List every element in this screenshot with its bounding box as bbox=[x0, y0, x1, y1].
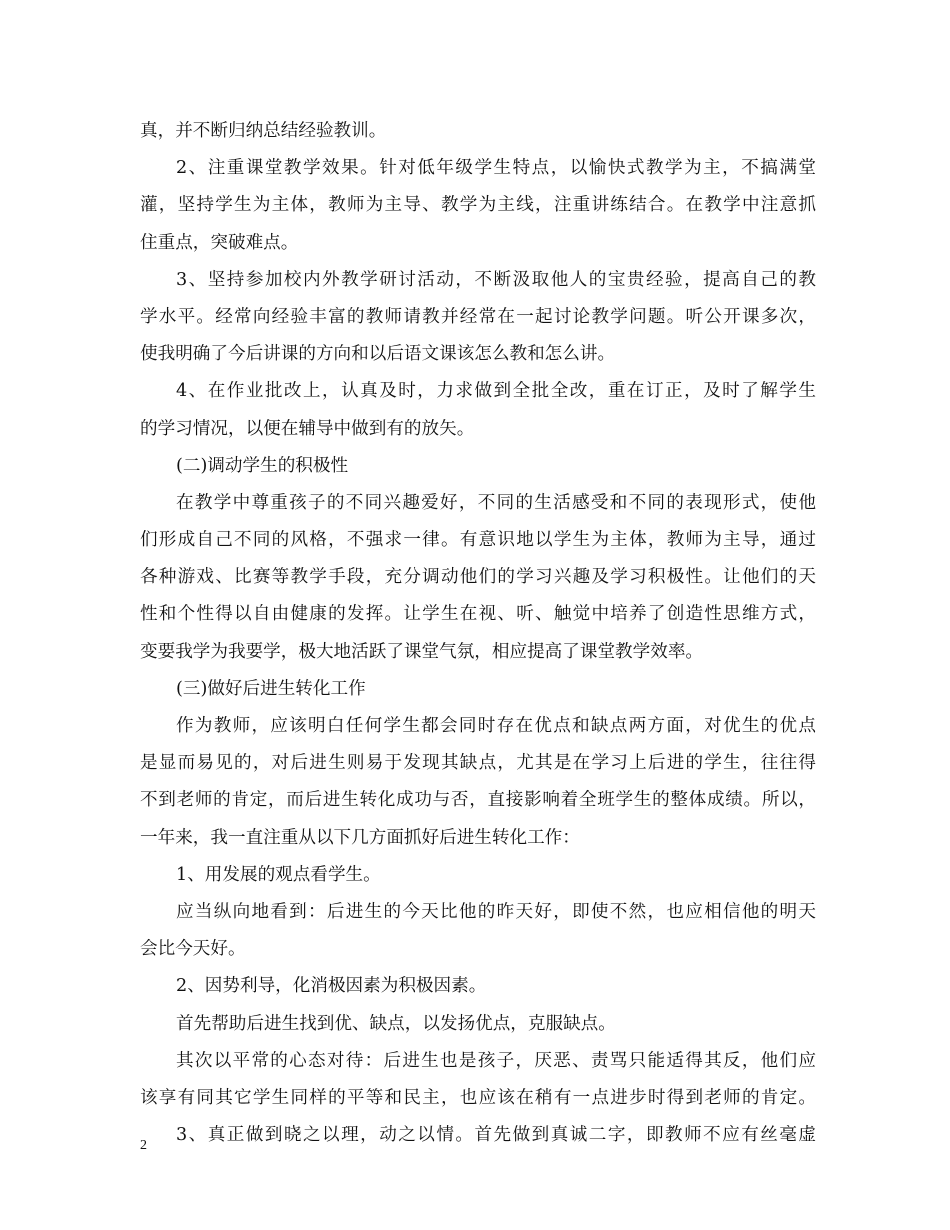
text-line: 应当纵向地看到：后进生的今天比他的昨天好，即使不然，也应相信他的明天 bbox=[176, 901, 816, 922]
text-line: 2、注重课堂教学效果。针对低年级学生特点，以愉快式教学为主，不搞满堂 bbox=[176, 158, 816, 179]
text-line: 一年来，我一直注重从以下几方面抓好后进生转化工作： bbox=[140, 827, 580, 848]
body-text bbox=[140, 113, 816, 1154]
text-line: 使我明确了今后讲课的方向和以后语文课该怎么教和怎么讲。 bbox=[140, 344, 616, 365]
page-number: 2 bbox=[140, 1138, 147, 1153]
text-line: (三)做好后进生转化工作 bbox=[176, 678, 366, 699]
text-line: 在教学中尊重孩子的不同兴趣爱好，不同的生活感受和不同的表现形式，使他 bbox=[176, 492, 816, 513]
text-line: 该享有同其它学生同样的平等和民主，也应该在稍有一点进步时得到老师的肯定。 bbox=[140, 1087, 816, 1108]
text-line: 各种游戏、比赛等教学手段，充分调动他们的学习兴趣及学习积极性。让他们的天 bbox=[140, 567, 816, 588]
text-line: 其次以平常的心态对待：后进生也是孩子，厌恶、责骂只能适得其反，他们应 bbox=[176, 1050, 816, 1071]
text-line: 的学习情况，以便在辅导中做到有的放矢。 bbox=[140, 418, 475, 439]
text-line: 真，并不断归纳总结经验教训。 bbox=[140, 121, 387, 141]
text-line: 首先帮助后进生找到优、缺点，以发扬优点，克服缺点。 bbox=[176, 1013, 616, 1034]
text-line: 不到老师的肯定，而后进生转化成功与否，直接影响着全班学生的整体成绩。所以， bbox=[140, 790, 816, 811]
text-line: 3、坚持参加校内外教学研讨活动，不断汲取他人的宝贵经验，提高自己的教 bbox=[176, 269, 816, 290]
text-line: 4、在作业批改上，认真及时，力求做到全批全改，重在订正，及时了解学生 bbox=[176, 381, 816, 402]
text-line: 学水平。经常向经验丰富的教师请教并经常在一起讨论教学问题。听公开课多次， bbox=[140, 306, 816, 327]
text-line: 住重点，突破难点。 bbox=[140, 232, 299, 253]
text-line: 3、真正做到晓之以理，动之以情。首先做到真诚二字，即教师不应有丝毫虚 bbox=[176, 1125, 816, 1146]
text-line: 变要我学为我要学，极大地活跃了课堂气氛，相应提高了课堂教学效率。 bbox=[140, 641, 704, 662]
text-line: 1、用发展的观点看学生。 bbox=[176, 864, 381, 885]
text-line: 会比今天好。 bbox=[140, 939, 246, 960]
text-line: (二)调动学生的积极性 bbox=[176, 455, 349, 476]
text-line: 是显而易见的，对后进生则易于发现其缺点，尤其是在学习上后进的学生，往往得 bbox=[140, 753, 816, 774]
text-line: 们形成自己不同的风格，不强求一律。有意识地以学生为主体，教师为主导，通过 bbox=[140, 530, 816, 551]
text-line: 性和个性得以自由健康的发挥。让学生在视、听、触觉中培养了创造性思维方式， bbox=[140, 604, 816, 625]
text-line: 2、因势利导，化消极因素为积极因素。 bbox=[176, 976, 487, 997]
text-line: 灌，坚持学生为主体，教师为主导、教学为主线，注重讲练结合。在教学中注意抓 bbox=[140, 195, 816, 216]
text-line: 作为教师，应该明白任何学生都会同时存在优点和缺点两方面，对优生的优点 bbox=[176, 716, 816, 736]
